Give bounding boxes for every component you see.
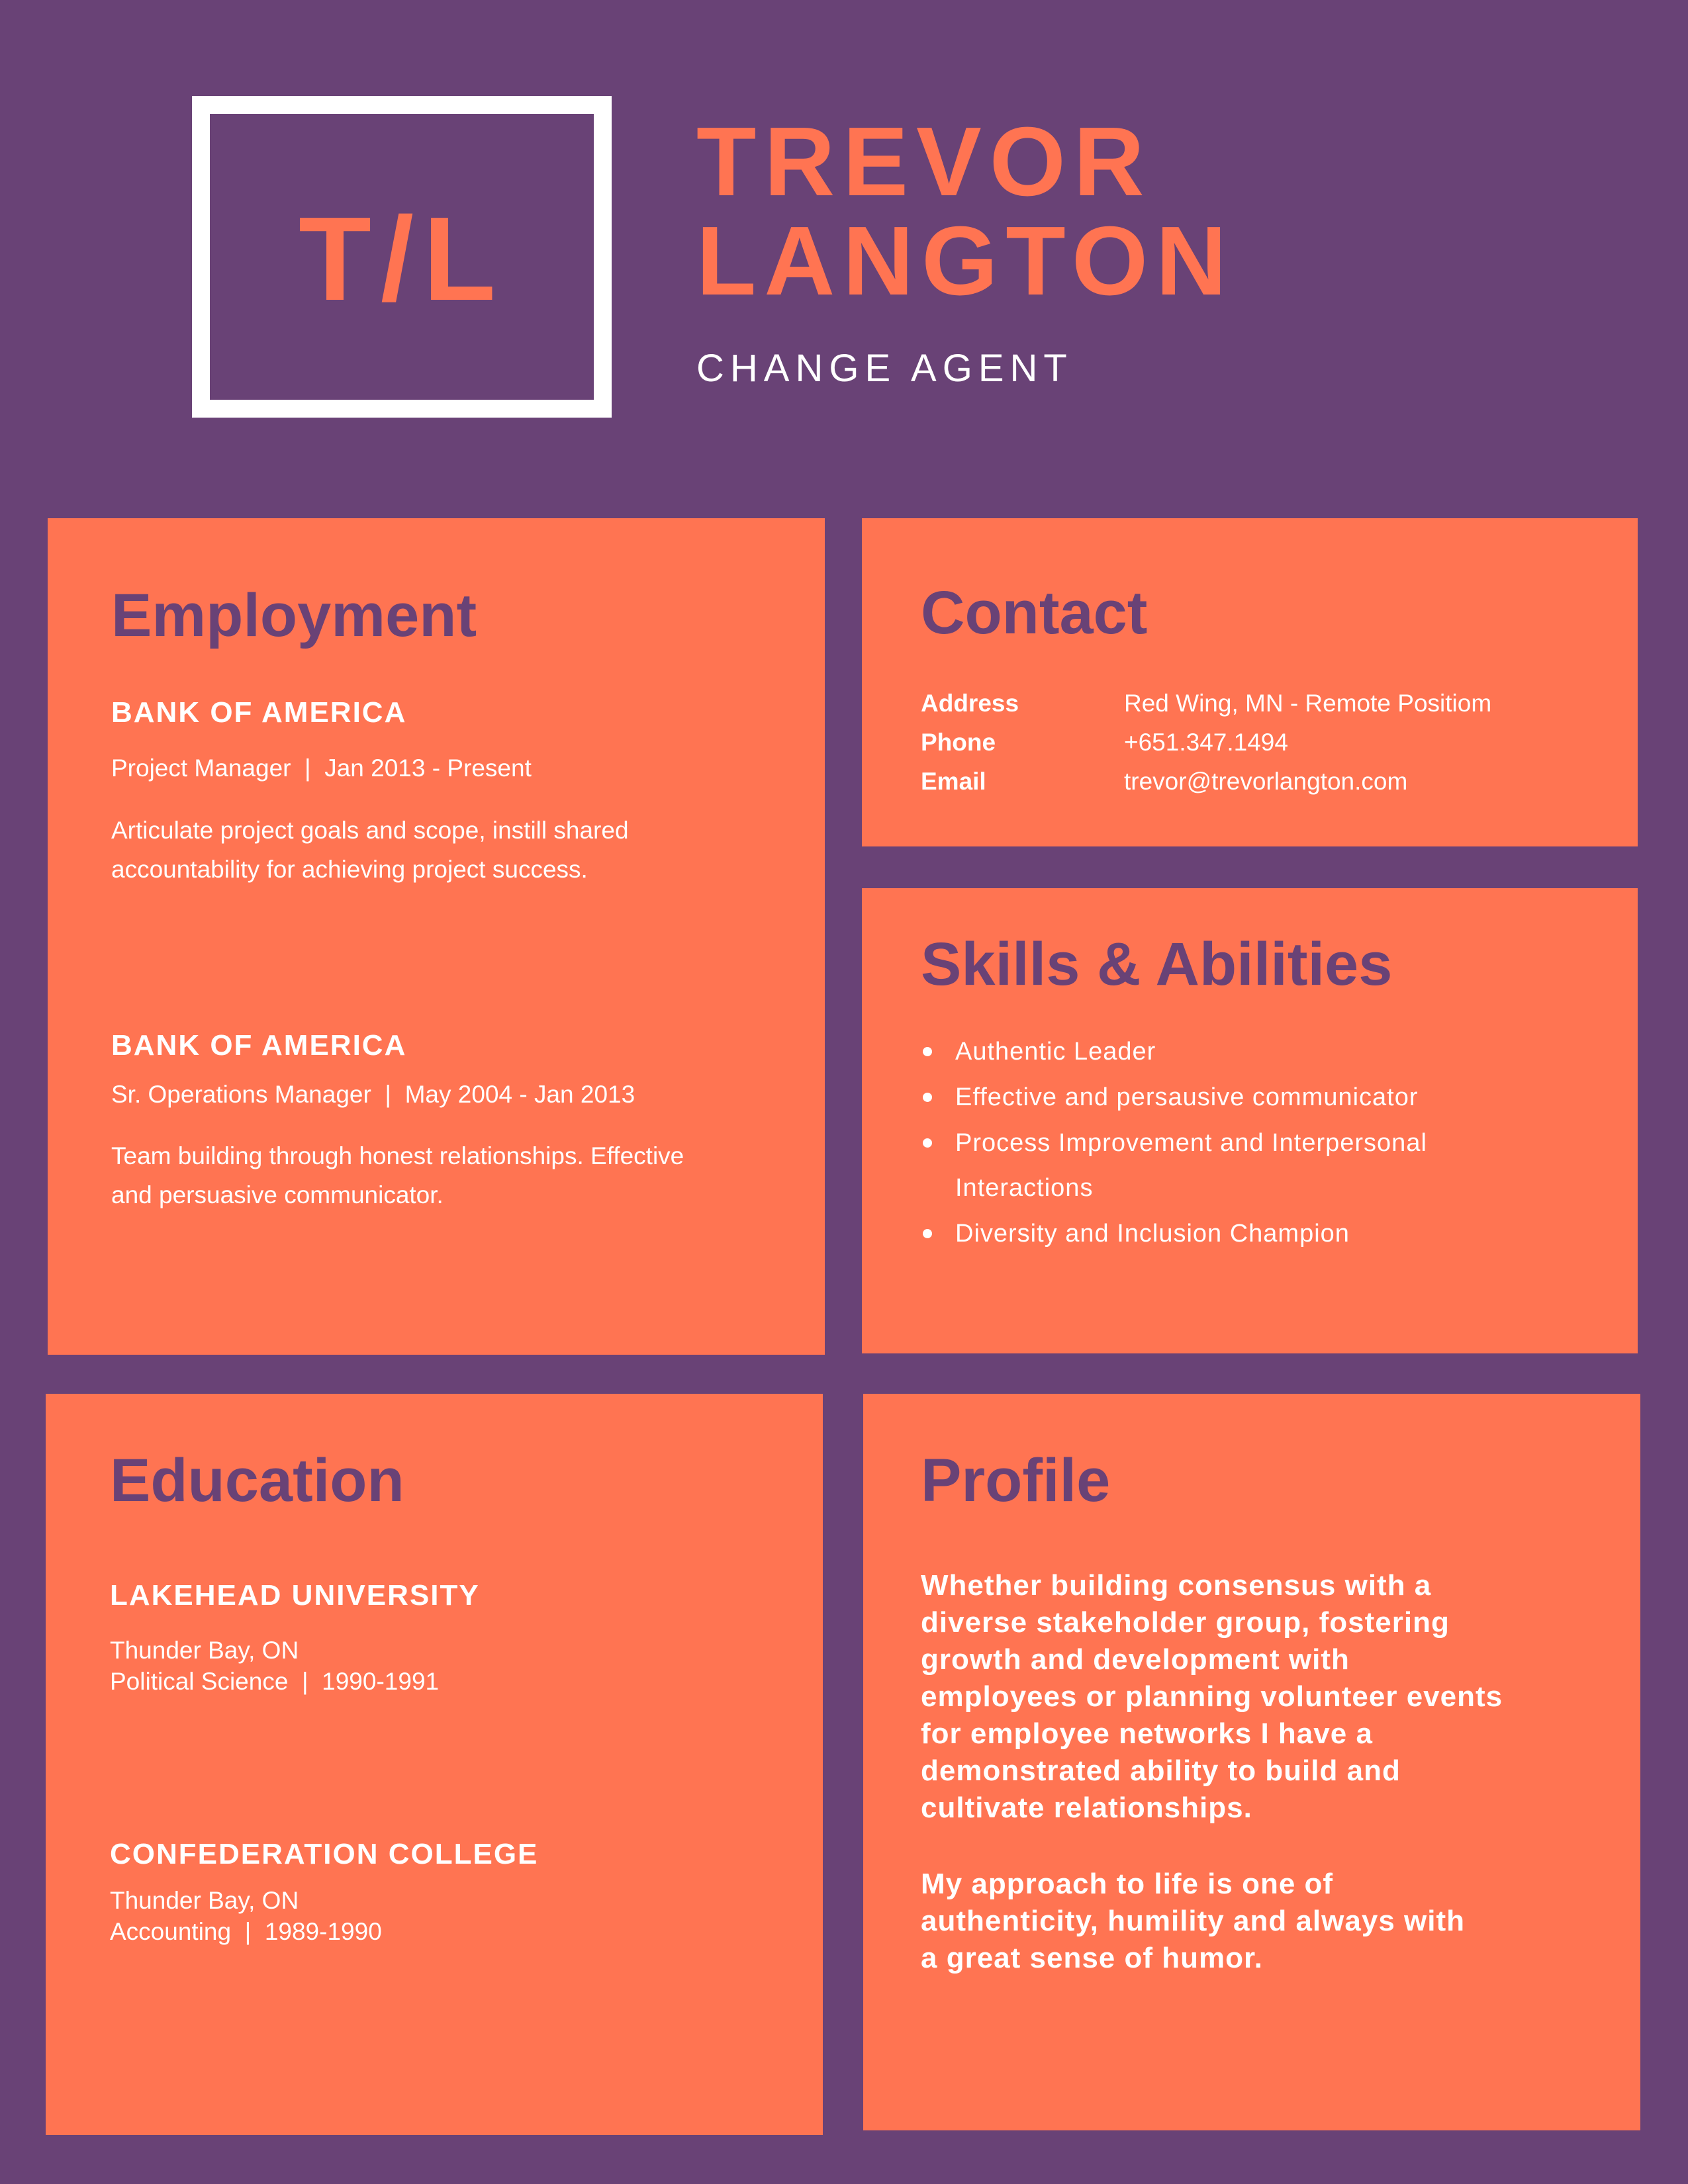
years: 1989-1990 [264,1918,382,1945]
job-role-dates [111,1078,635,1111]
bullet-icon [923,1138,932,1148]
school-name: LAKEHEAD UNIVERSITY [110,1579,480,1612]
description-line: and persuasive communicator. [111,1181,444,1208]
skill-item: Authentic Leader [955,1038,1156,1066]
school-name: CONFEDERATION COLLEGE [110,1838,539,1870]
bullet-icon [923,1229,932,1238]
email-value[interactable]: trevor@trevorlangton.com [1124,768,1408,795]
education-heading: Education [110,1447,404,1514]
profile-heading: Profile [921,1447,1111,1514]
company-name: BANK OF AMERICA [111,1029,407,1062]
last-name: LANGTON [696,206,1235,316]
profile-line: growth and development with [921,1643,1350,1676]
job-description [111,1136,684,1214]
profile-paragraph [921,1567,1503,1827]
contact-card [862,518,1638,846]
skill-item: Diversity and Inclusion Champion [955,1220,1350,1248]
profile-line: My approach to life is one of [921,1868,1334,1900]
address-label: Address [921,690,1019,717]
skills-heading: Skills & Abilities [921,931,1393,998]
program: Accounting [110,1918,232,1945]
profile-line: employees or planning volunteer events [921,1680,1503,1713]
profile-line: demonstrated ability to build and [921,1754,1401,1787]
skill-line: Process Improvement and Interpersonal [955,1129,1427,1157]
profile-line: cultivate relationships. [921,1792,1252,1824]
job-role-dates [111,752,532,785]
skills-card [862,888,1638,1353]
profile-line: Whether building consensus with a [921,1569,1432,1602]
program: Political Science [110,1668,289,1695]
job-role: Sr. Operations Manager [111,1081,371,1108]
company-name: BANK OF AMERICA [111,696,407,729]
address-value: Red Wing, MN - Remote Positiom [1124,690,1492,717]
phone-label: Phone [921,729,996,756]
profile-line: diverse stakeholder group, fostering [921,1606,1450,1639]
profile-line: for employee networks I have a [921,1717,1373,1750]
description-line: Team building through honest relationships. Effective [111,1142,684,1169]
job-dates: Jan 2013 - Present [324,754,532,782]
school-details [110,1885,382,1947]
employment-heading: Employment [111,582,477,649]
years: 1990-1991 [322,1668,440,1695]
employment-card [48,518,825,1355]
profile-card [863,1394,1640,2130]
skill-item [955,1120,1427,1210]
school-location: Thunder Bay, ON [110,1887,299,1914]
profile-line: a great sense of humor. [921,1942,1263,1974]
school-location: Thunder Bay, ON [110,1637,299,1664]
school-program [110,1916,382,1947]
phone-value[interactable]: +651.347.1494 [1124,729,1288,756]
description-line: accountability for achieving project success. [111,856,588,883]
skill-line: Interactions [955,1174,1094,1202]
profile-paragraph [921,1866,1465,1977]
contact-heading: Contact [921,579,1148,647]
job-title: CHANGE AGENT [696,347,1073,390]
profile-line: authenticity, humility and always with [921,1905,1465,1937]
education-card [46,1394,823,2135]
skill-item: Effective and persausive communicator [955,1083,1419,1111]
bullet-icon [923,1093,932,1102]
job-role: Project Manager [111,754,291,782]
monogram-logo [192,96,612,418]
separator: | [305,754,311,782]
monogram-text: T/L [299,193,505,326]
separator: | [301,1668,308,1695]
job-description [111,811,629,889]
school-program [110,1666,439,1697]
email-label: Email [921,768,986,795]
description-line: Articulate project goals and scope, instill shared [111,817,629,844]
bullet-icon [923,1047,932,1056]
school-details [110,1635,439,1697]
first-name: TREVOR [696,107,1152,216]
separator: | [244,1918,252,1945]
job-dates: May 2004 - Jan 2013 [404,1081,635,1108]
separator: | [385,1081,392,1108]
